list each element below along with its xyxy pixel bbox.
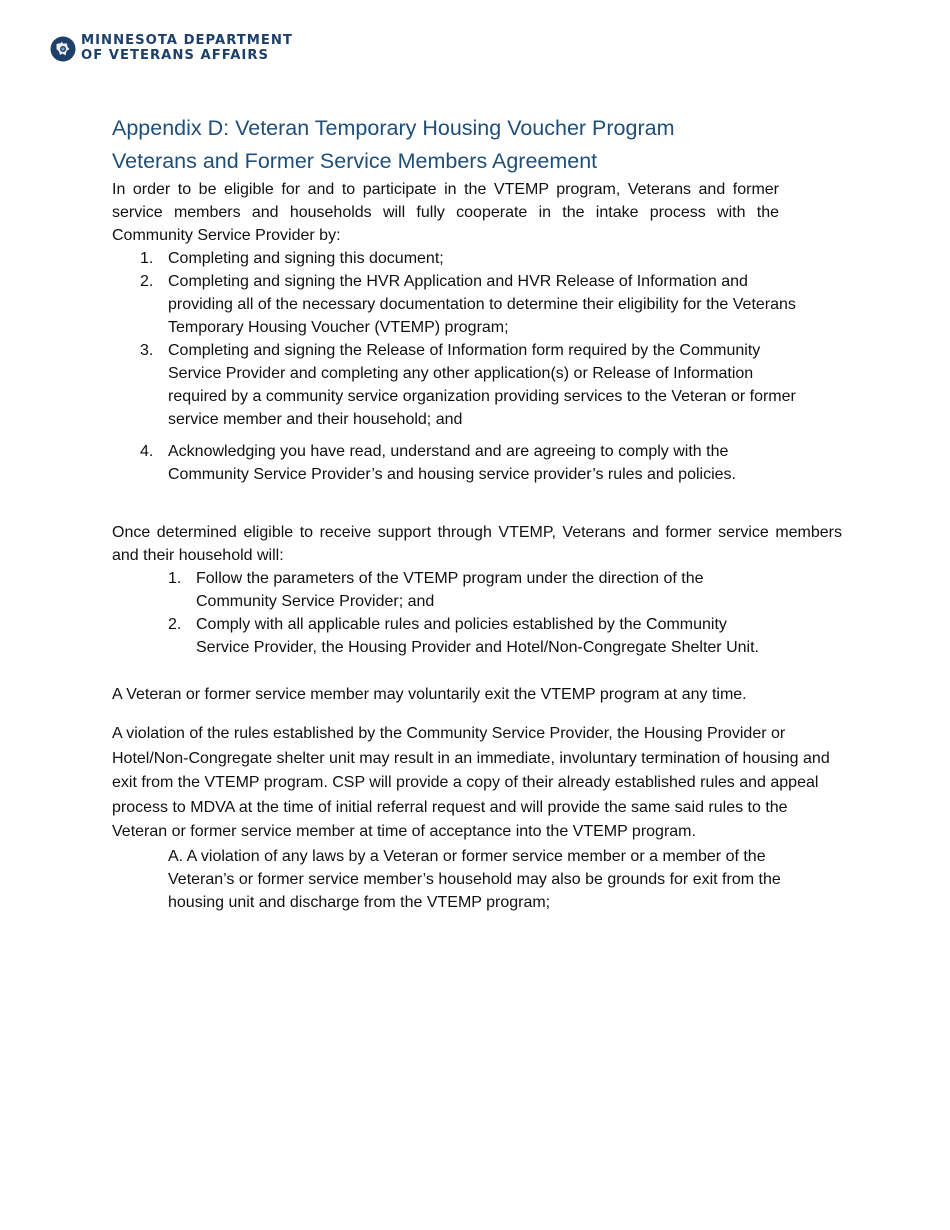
list-number: 4. bbox=[140, 443, 154, 460]
logo-text bbox=[81, 34, 293, 63]
state-seal-icon bbox=[50, 36, 76, 62]
list-text: Completing and signing this document; bbox=[168, 250, 444, 267]
voluntary-exit-paragraph: A Veteran or former service member may voluntarily exit the VTEMP program at any time. bbox=[112, 686, 747, 703]
list-item bbox=[140, 440, 808, 486]
header-logo bbox=[50, 34, 293, 63]
list-text: Follow the parameters of the VTEMP program under the direction of the Community Service Provider; and bbox=[196, 570, 704, 610]
list-text: Acknowledging you have read, understand and are agreeing to comply with the Community Service Provider’s and housing service provider’s rules and policies. bbox=[168, 443, 736, 483]
list-number: 1. bbox=[168, 570, 182, 587]
list-number: 1. bbox=[140, 250, 154, 267]
list-text: Completing and signing the Release of Information form required by the Community Service Provider and completing any other application(s) or Release of Information required by a community service organization providing services to the Veteran or former service member and their household; and bbox=[168, 342, 796, 428]
sub-item-a: A. A violation of any laws by a Veteran or former service member or a member of the Veteran’s or former service member’s household may also be grounds for exit from the housing unit and discharge from the VTEMP program; bbox=[168, 847, 781, 911]
logo-line-2: OF VETERANS AFFAIRS bbox=[81, 47, 269, 63]
list-number: 2. bbox=[140, 273, 154, 290]
list-item bbox=[140, 339, 808, 431]
list-item bbox=[168, 613, 766, 659]
list-text: Comply with all applicable rules and policies established by the Community Service Provider, the Housing Provider and Hotel/Non-Congregate Shelter Unit. bbox=[196, 616, 759, 656]
intro-paragraph: In order to be eligible for and to participate in the VTEMP program, Veterans and former service members and households will fully cooperate in the intake process with the Community Service Provider by: bbox=[112, 181, 779, 244]
list-number: 2. bbox=[168, 616, 182, 633]
violation-paragraph: A violation of the rules established by the Community Service Provider, the Housing Provider or Hotel/Non-Congregate shelter unit may result in an immediate, involuntary termination of housing and exit from the VTEMP program. CSP will provide a copy of their already established rules and appeal process to MDVA at the time of initial referral request and will provide the same said rules to the Veteran or former service member at time of acceptance into the VTEMP program. bbox=[112, 725, 830, 840]
appendix-title: Appendix D: Veteran Temporary Housing Voucher Program bbox=[112, 116, 675, 140]
eligibility-paragraph: Once determined eligible to receive support through VTEMP, Veterans and former service members and their household will: bbox=[112, 524, 842, 564]
document-body bbox=[112, 112, 842, 914]
list-item bbox=[140, 247, 808, 270]
intake-steps-list bbox=[112, 247, 842, 486]
list-item bbox=[140, 270, 808, 339]
list-text: Completing and signing the HVR Application and HVR Release of Information and providing all of the necessary documentation to determine their eligibility for the Veterans Temporary Housing Voucher (VTEMP) program; bbox=[168, 273, 796, 336]
list-number: 3. bbox=[140, 342, 154, 359]
obligations-list bbox=[112, 567, 842, 659]
agreement-title: Veterans and Former Service Members Agreement bbox=[112, 149, 598, 173]
logo-line-1: MINNESOTA DEPARTMENT bbox=[81, 33, 293, 48]
list-item bbox=[168, 567, 766, 613]
